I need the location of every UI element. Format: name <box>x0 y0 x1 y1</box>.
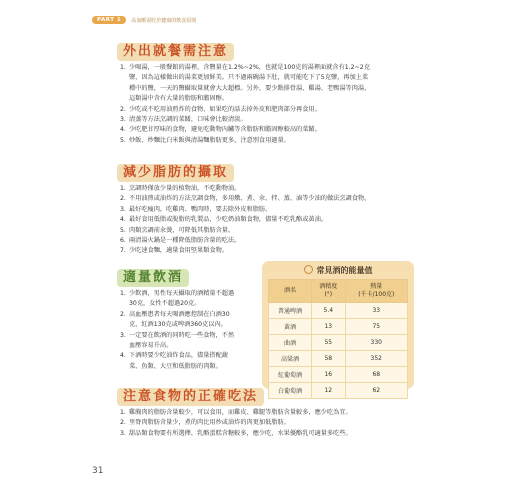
table-cell: 紅葡萄酒 <box>269 367 312 383</box>
table-cell: 黃酒 <box>269 319 312 335</box>
item-number: 5. <box>120 226 126 234</box>
table-cell: 高粱酒 <box>269 351 312 367</box>
table-header-row <box>269 280 408 303</box>
table-header-cell: 熱量 (千卡/100克) <box>345 280 407 303</box>
list-item <box>120 246 370 256</box>
list-item <box>120 115 370 125</box>
table-cell: 5.4 <box>312 303 346 319</box>
item-number: 1. <box>120 185 126 192</box>
table-cell: 33 <box>345 303 407 319</box>
list-item <box>120 226 370 236</box>
table-cell: 16 <box>312 367 346 383</box>
item-number: 3. <box>120 205 126 213</box>
header-text: 高血壓需吃於健康的飲食原則 <box>131 17 197 24</box>
item-text: 這類湯中含有大量的脂肪和膽固醇。 <box>129 95 228 103</box>
list-item <box>120 320 234 330</box>
item-number: 3. <box>120 331 126 339</box>
list-item <box>120 341 234 351</box>
section-title-drink-moderately: 適量飲酒 <box>117 269 189 287</box>
item-text: 肉類烹調前汆燙，可降低其脂肪含量。 <box>129 226 235 234</box>
list-item <box>120 105 370 115</box>
section-list-eating-out <box>120 63 370 146</box>
item-text: 30克，女性不超過20克。 <box>129 300 201 308</box>
item-number: 4. <box>120 352 126 360</box>
item-number: 1. <box>120 409 126 416</box>
list-item <box>120 289 234 299</box>
item-text: 菜、魚類、大豆和低脂肪的肉類。 <box>129 362 222 370</box>
list-item <box>120 299 234 309</box>
item-number: 2. <box>120 419 126 427</box>
list-item <box>120 331 234 341</box>
section-title-eating-out: 外出就餐需注意 <box>117 43 234 61</box>
table-cell: 62 <box>345 383 407 399</box>
table-row <box>269 335 408 351</box>
item-text: 少吃或不吃用油煎炸的食物，如果吃的話去掉外皮和肥肉部分再食用。 <box>129 105 321 113</box>
section-title-correct-eating: 注意食物的正確吃法 <box>117 388 264 406</box>
item-number: 1. <box>120 290 126 297</box>
list-item <box>120 236 370 246</box>
list-item <box>120 194 370 204</box>
item-text: 少喝湯，一般餐館的湯裡，含鹽量在1.2%~2%，也就是100克的湯裡面就含有1.2~2克 <box>129 64 370 71</box>
section-list-reduce-fat <box>120 184 370 257</box>
item-text: 不用油煎或油炸的方法烹調食物，多用燉、煮、氽、拌、蒸、滷等少油的做法烹調食物。 <box>129 195 371 203</box>
item-number: 4. <box>120 216 126 224</box>
table-cell: 白葡萄酒 <box>269 383 312 399</box>
item-text: 克，紅酒130克或啤酒360克以內。 <box>129 321 227 329</box>
table-cell: 55 <box>312 335 346 351</box>
table-title-text: 常見酒的能量值 <box>316 266 373 275</box>
table-row <box>269 351 408 367</box>
table-cell: 68 <box>345 367 407 383</box>
table-cell: 曲酒 <box>269 335 312 351</box>
item-number: 6. <box>120 237 126 245</box>
item-text: 清蒸等方法烹調的菜餚，口味會比較清淡。 <box>129 116 247 124</box>
table-body <box>269 303 408 399</box>
item-number: 2. <box>120 310 126 318</box>
list-item <box>120 429 352 439</box>
section-list-correct-eating <box>120 408 352 439</box>
item-number: 4. <box>120 126 126 134</box>
table-row <box>269 367 408 383</box>
item-number: 2. <box>120 105 126 113</box>
table-cell: 352 <box>345 351 407 367</box>
item-number: 3. <box>120 429 126 437</box>
item-text: 少飲酒，男性每天攝取的酒精量不超過 <box>129 290 235 297</box>
table-title <box>262 265 414 276</box>
item-text: 高血壓患者每天喝酒應控制在白酒30 <box>129 310 230 318</box>
item-number: 3. <box>120 116 126 124</box>
item-number: 1. <box>120 64 126 71</box>
list-item <box>120 184 370 194</box>
page-header <box>92 14 196 26</box>
item-number: 7. <box>120 247 126 255</box>
item-text: 最好吃瘦肉，吃雞肉、鴨肉時，要去除外皮和脂肪。 <box>129 205 272 213</box>
section-title-reduce-fat: 減少脂肪的攝取 <box>117 164 234 182</box>
list-item <box>120 215 370 225</box>
table-row <box>269 319 408 335</box>
list-item <box>120 73 370 83</box>
item-text: 雞胸肉的脂肪含量較少，可以食用，而雞皮、雞腿等脂肪含量較多，應少吃為宜。 <box>129 409 352 416</box>
item-text: 少吃肥甘厚味的食物，避免吃動物內臟等含脂肪和膽固醇較高的菜餚。 <box>129 126 321 134</box>
list-item <box>120 351 234 361</box>
item-text: 甜品類食物要有所選擇，乳酪蛋糕含糖較多，應少吃，水果優酪乳可適量多吃些。 <box>129 429 352 437</box>
list-item <box>120 136 370 146</box>
list-item <box>120 310 234 320</box>
table-cell: 58 <box>312 351 346 367</box>
item-text: 里脊肉脂肪含量少，煮的肉比用炒或油炸的肉更加低脂肪。 <box>129 419 290 427</box>
table-cell: 75 <box>345 319 407 335</box>
item-text: 兩清湯火鍋是一種降低脂肪含量的吃法。 <box>129 237 241 245</box>
item-text: 下酒時要少吃油炸食品，儘量搭配蔬 <box>129 352 228 360</box>
item-text: 炒飯、炒麵比白米飯與清湯麵脂肪更多，注意別食用過量。 <box>129 136 290 144</box>
table-cell: 普通啤酒 <box>269 303 312 319</box>
item-text: 鹽，因為這樣做出的湯菜更加鮮美。只不過兩碗湯下肚，就可能吃下了5克鹽，再加上菜 <box>129 74 369 82</box>
table-header-cell: 酒名 <box>269 280 312 303</box>
list-item <box>120 84 370 94</box>
table-header-cell: 酒精度 (°) <box>312 280 346 303</box>
table-row <box>269 303 408 319</box>
list-item <box>120 94 370 104</box>
table-cell: 12 <box>312 383 346 399</box>
item-text: 少吃速食麵，適量食用堅果類食物。 <box>129 247 228 255</box>
item-text: 一定要在飲酒的同時吃一些食物，不然 <box>129 331 235 339</box>
item-text: 種中的鹽，一天的鹽攝取量就會大大超標。另外，要少點排骨湯、雞湯、老鴨湯等肉湯， <box>129 84 371 92</box>
item-text: 血壓容易升高。 <box>129 342 173 350</box>
alcohol-energy-table <box>268 279 408 399</box>
table-cell: 330 <box>345 335 407 351</box>
circle-bullet-icon <box>304 265 313 274</box>
item-number: 2. <box>120 195 126 203</box>
list-item <box>120 362 234 372</box>
list-item <box>120 408 352 418</box>
item-text: 烹調時僅放少量的植物油，不吃動物油。 <box>129 185 241 192</box>
table-cell: 13 <box>312 319 346 335</box>
alcohol-energy-table-box <box>262 261 414 395</box>
part-badge: PART 1 <box>92 16 126 24</box>
page-number: 31 <box>92 466 104 476</box>
list-item <box>120 205 370 215</box>
item-text: 最好食用低脂或脫脂的乳製品，少吃奶油類食物，儘量不吃乳酪或黃油。 <box>129 216 327 224</box>
list-item <box>120 63 370 73</box>
section-list-drink-moderately <box>120 289 234 372</box>
list-item <box>120 125 370 135</box>
item-number: 5. <box>120 136 126 144</box>
table-row <box>269 383 408 399</box>
list-item <box>120 418 352 428</box>
